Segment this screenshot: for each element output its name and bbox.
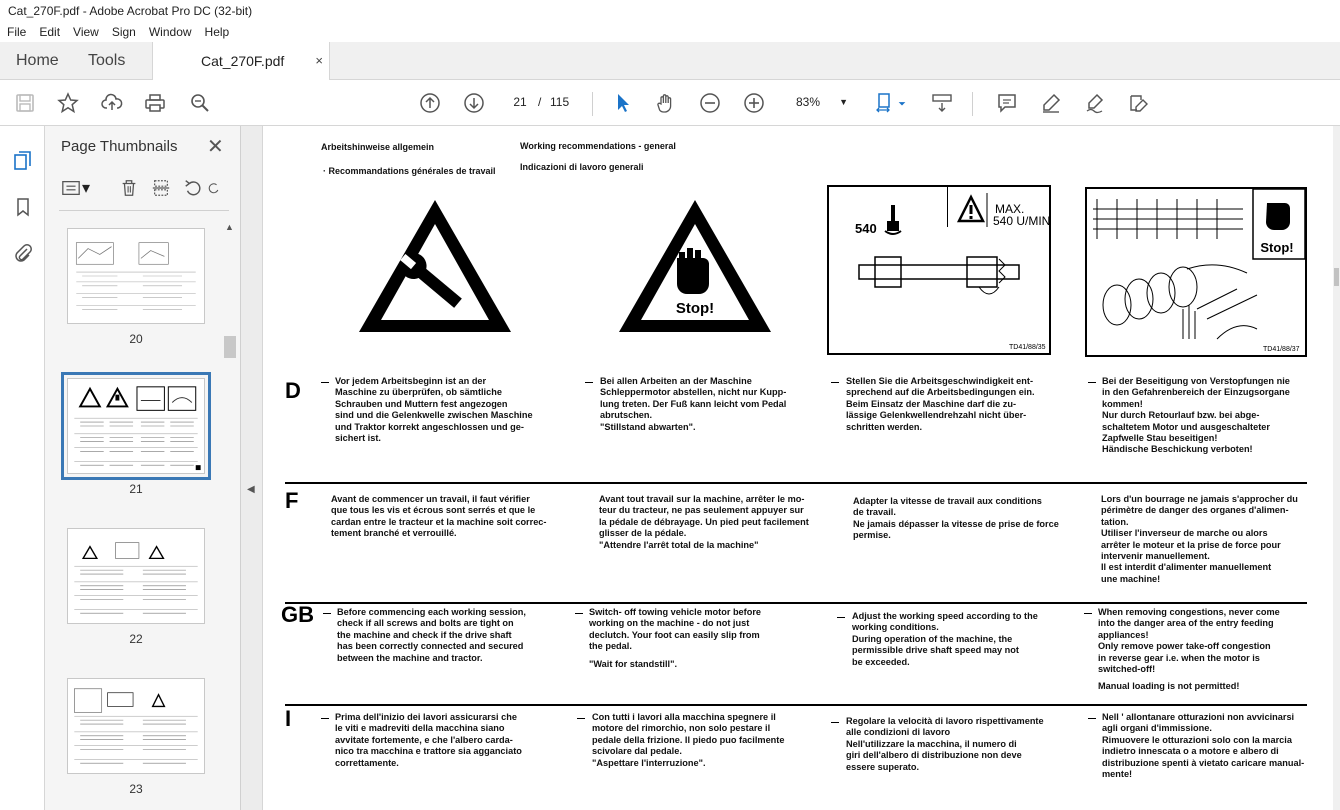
thumbnail-page-23[interactable] bbox=[67, 678, 205, 774]
save-icon[interactable] bbox=[12, 90, 38, 116]
max-rpm-label: 540 U/MIN bbox=[993, 214, 1049, 228]
text-gb-col4: When removing congestions, never come into the danger area of the entry feeding appliances! Only remove power take-off congestion in reverse gear i.e. when the motor is switched-off! Manual loading is not permitted! bbox=[1098, 607, 1280, 692]
scroll-up-icon[interactable]: ▲ bbox=[225, 222, 234, 232]
header-it: Indicazioni di lavoro generali bbox=[520, 162, 644, 172]
text-gb-col3: Adjust the working speed according to the working conditions. During operation of the machine, the permissible drive shaft speed may not be exceeded. bbox=[852, 611, 1038, 667]
text-de-col2: Bei allen Arbeiten an der Maschine Schleppermotor abstellen, nicht nur Kupp- lung treten. Der Fuß kann leicht vom Pedal abrutschen. "Stillstand abwarten". bbox=[600, 376, 787, 432]
menu-window[interactable]: Window bbox=[148, 25, 192, 39]
page-total: 115 bbox=[550, 95, 570, 109]
scroll-mode-icon[interactable] bbox=[929, 90, 955, 116]
pto-speed-label: 540 bbox=[855, 221, 877, 236]
lang-label-de: D bbox=[285, 378, 301, 403]
feeder-rotor-figure bbox=[1085, 187, 1307, 357]
header-fr: · Recommandations générales de travail bbox=[323, 166, 496, 176]
main-toolbar bbox=[0, 80, 1340, 126]
lang-label-gb: GB bbox=[281, 602, 314, 627]
text-fr-col3: Adapter la vitesse de travail aux conditions de travail. Ne jamais dépasser la vitesse de prise de force permise. bbox=[853, 496, 1059, 541]
comment-icon[interactable] bbox=[994, 90, 1020, 116]
lang-label-fr: F bbox=[285, 488, 299, 513]
lang-label-it: I bbox=[285, 706, 292, 731]
menu-edit[interactable]: Edit bbox=[39, 25, 61, 39]
thumbnail-scrollbar[interactable] bbox=[222, 222, 236, 810]
doc-tab-title: Cat_270F.pdf bbox=[201, 53, 285, 69]
thumbnail-label: 20 bbox=[129, 332, 143, 346]
page-separator: / bbox=[538, 95, 542, 109]
rotate-counterclockwise-icon[interactable] bbox=[181, 176, 205, 200]
thumbnail-label: 22 bbox=[129, 632, 143, 646]
text-de-col1: Vor jedem Arbeitsbeginn ist an der Maschine zu überprüfen, ob sämtliche Schrauben und Muttern fest angezogen sind und die Gelenkwelle zwischen Maschine und Traktor korrekt angeschlossen und ge- sichert ist. bbox=[335, 376, 533, 444]
header-de: Arbeitshinweise allgemein bbox=[321, 142, 435, 152]
text-fr-col1: Avant de commencer un travail, il faut vérifier que tous les vis et écrous sont serrés et que le cardan entre le tracteur et la machine soit correc- tement branché et verrouillé. bbox=[331, 494, 547, 539]
tab-home[interactable]: Home bbox=[16, 52, 59, 69]
section-divider bbox=[285, 602, 1307, 604]
section-divider bbox=[285, 482, 1307, 484]
close-tab-icon[interactable]: × bbox=[315, 53, 323, 68]
draw-sign-icon[interactable] bbox=[1082, 90, 1108, 116]
zoom-level-value: 83% bbox=[796, 95, 821, 109]
menu-file[interactable]: File bbox=[7, 25, 27, 39]
text-gb-col2: Switch- off towing vehicle motor before working on the machine - do not just declutch. Your foot can easily slip from the pedal. "Wait for standstill". bbox=[589, 607, 762, 669]
edit-pdf-icon[interactable] bbox=[1125, 90, 1151, 116]
zoom-out-icon[interactable] bbox=[697, 90, 723, 116]
thumbnail-page-21[interactable] bbox=[67, 378, 205, 474]
text-it-col3: Regolare la velocità di lavoro rispettivamente alle condizioni di lavoro Nell'utilizzare la macchina, il numero di giri dell'albero di distribuzione non deve essere superato. bbox=[846, 716, 1044, 772]
text-fr-col2: Avant tout travail sur la machine, arrêter le mo- teur du tracteur, ne pas seulement appuyer sur la pédale de débrayage. Un pied peut facilement glisser de la pédale. "Attendre l'arrêt total de la machine" bbox=[599, 494, 809, 550]
upload-cloud-icon[interactable] bbox=[99, 90, 125, 116]
text-fr-col4: Lors d'un bourrage ne jamais s'approcher du périmètre de danger des organes d'alimen- tation. Utiliser l'inverseur de marche ou alors arrêter le moteur et la prise de force pour intervenir manuellement. Il est interdit d'alimenter manuellement une machine! bbox=[1101, 494, 1298, 584]
document-scrollbar[interactable] bbox=[1333, 126, 1340, 810]
hand-tool-icon[interactable] bbox=[653, 90, 679, 116]
thumbnail-label: 23 bbox=[129, 782, 143, 796]
figure-code: TD41/88/37 bbox=[1263, 346, 1300, 353]
window-title: Cat_270F.pdf - Adobe Acrobat Pro DC (32-bit) bbox=[0, 0, 1340, 22]
options-chevron-icon[interactable]: ▾ bbox=[81, 180, 91, 197]
attachments-icon[interactable] bbox=[10, 240, 36, 266]
highlight-pen-icon[interactable] bbox=[1038, 90, 1064, 116]
rotate-clockwise-icon[interactable] bbox=[207, 176, 221, 200]
thumbnails-panel bbox=[45, 126, 241, 810]
header-en: Working recommendations - general bbox=[520, 141, 676, 151]
thumbnail-page-20[interactable] bbox=[67, 228, 205, 324]
page-number-input[interactable]: 21 bbox=[513, 95, 527, 109]
collapse-arrow-icon: ◀ bbox=[247, 484, 255, 495]
stop-label: Stop! bbox=[1260, 240, 1294, 255]
tab-tools[interactable]: Tools bbox=[88, 52, 126, 69]
left-rail bbox=[0, 126, 45, 810]
tab-bar bbox=[0, 42, 1340, 80]
print-icon[interactable] bbox=[142, 90, 168, 116]
figure-code: TD41/88/35 bbox=[1009, 344, 1046, 351]
select-cursor-icon[interactable] bbox=[610, 90, 636, 116]
menu-bar bbox=[0, 22, 1340, 42]
panel-title: Page Thumbnails bbox=[61, 138, 178, 155]
close-panel-icon[interactable]: ✕ bbox=[207, 136, 224, 158]
stop-label: Stop! bbox=[675, 300, 715, 317]
chevron-down-icon: ▼ bbox=[839, 97, 848, 107]
tab-document[interactable] bbox=[152, 42, 330, 81]
previous-page-icon[interactable] bbox=[417, 90, 443, 116]
extract-pages-icon[interactable] bbox=[149, 176, 173, 200]
zoom-in-icon[interactable] bbox=[741, 90, 767, 116]
bookmark-star-icon[interactable] bbox=[55, 90, 81, 116]
menu-sign[interactable]: Sign bbox=[111, 25, 136, 39]
text-it-col1: Prima dell'inizio dei lavori assicurarsi che le viti e madreviti della macchina siano avvitate fortemente, e che l'albero carda- nico tra macchina e trattore sia agganciato correttamente. bbox=[335, 712, 522, 768]
thumbnail-label: 21 bbox=[129, 482, 143, 496]
bookmarks-icon[interactable] bbox=[10, 194, 36, 220]
stop-hand-warning-icon bbox=[615, 196, 775, 336]
menu-view[interactable]: View bbox=[73, 25, 99, 39]
text-gb-col1: Before commencing each working session, check if all screws and bolts are tight on the machine and check if the drive shaft has been correctly connected and secured between the machine and tractor. bbox=[337, 607, 526, 663]
next-page-icon[interactable] bbox=[461, 90, 487, 116]
max-label: MAX. bbox=[995, 202, 1025, 216]
text-it-col2: Con tutti i lavori alla macchina spegnere il motore del rimorchio, non solo pestare il pedale della frizione. Il piedo puo facilmente scivolare dal pedale. "Aspettare l'interruzione". bbox=[592, 712, 785, 768]
text-it-col4: Nell ' allontanare otturazioni non avvicinarsi agli organi d'immissione. Rimuovere le otturazioni solo con la marcia indietro innescata o a motore e albero di distribuzione spenti à vietato caricare manual- mente! bbox=[1102, 712, 1305, 780]
menu-help[interactable]: Help bbox=[204, 25, 230, 39]
pto-speed-figure bbox=[827, 185, 1051, 355]
page-thumbnails-icon[interactable] bbox=[10, 148, 36, 174]
zoom-level-select[interactable] bbox=[788, 91, 852, 113]
panel-collapse-handle[interactable] bbox=[241, 126, 263, 810]
thumbnail-scroll-thumb[interactable] bbox=[224, 336, 236, 358]
section-divider bbox=[285, 704, 1307, 706]
document-page bbox=[263, 126, 1333, 810]
delete-page-icon[interactable] bbox=[117, 176, 141, 200]
fit-options-chevron-icon[interactable] bbox=[896, 90, 908, 116]
text-de-col4: Bei der Beseitigung von Verstopfungen nie in den Gefahrenbereich der Einzugsorgane kommen! Nur durch Retourlauf bzw. bei abge- schaltetem Motor und ausgeschalteter Zapfwelle Stau beseitigen! Händische Beschickung verboten! bbox=[1102, 376, 1290, 455]
panel-toolbar bbox=[59, 176, 234, 202]
thumbnail-page-22[interactable] bbox=[67, 528, 205, 624]
text-de-col3: Stellen Sie die Arbeitsgeschwindigkeit ent- sprechend auf die Arbeitsbedingungen ein. Beim Einsatz der Maschine darf die zu- lässige Gelenkwellendrehzahl nicht über- schritten werden. bbox=[846, 376, 1035, 432]
wrench-warning-icon bbox=[355, 196, 515, 336]
zoom-search-icon[interactable] bbox=[187, 90, 213, 116]
document-scroll-thumb[interactable] bbox=[1334, 268, 1339, 286]
